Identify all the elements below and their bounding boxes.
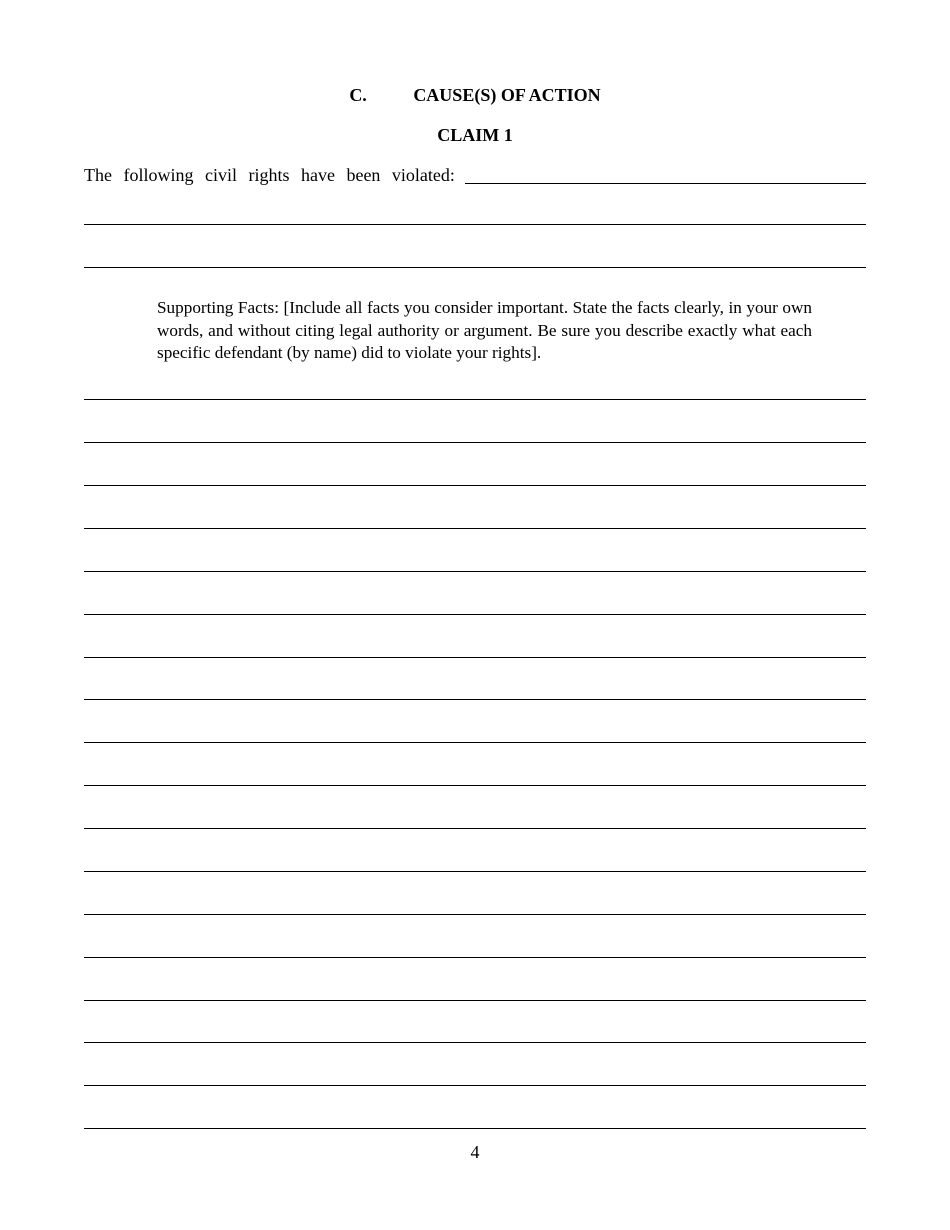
page-number: 4	[470, 1142, 480, 1162]
violated-rights-row	[84, 163, 866, 187]
section-letter: C.	[349, 85, 367, 105]
facts-blank-line[interactable]	[84, 828, 866, 829]
facts-blank-line[interactable]	[84, 742, 866, 743]
facts-blank-line[interactable]	[84, 399, 866, 400]
violated-rights-blank[interactable]	[465, 163, 866, 184]
facts-blank-line[interactable]	[84, 528, 866, 529]
facts-blank-line[interactable]	[84, 871, 866, 872]
facts-blank-line[interactable]	[84, 914, 866, 915]
facts-blank-line[interactable]	[84, 1085, 866, 1086]
section-heading	[0, 83, 950, 107]
supporting-facts-instructions: Supporting Facts: [Include all facts you consider important. State the facts clearly, in your own words, and without citing legal authority or argument. Be sure you describe exactly what each specific defendant (by name) did to violate your rights].	[157, 298, 812, 362]
facts-blank-line[interactable]	[84, 614, 866, 615]
facts-blank-line[interactable]	[84, 785, 866, 786]
facts-blank-line[interactable]	[84, 699, 866, 700]
claim-title: CLAIM 1	[437, 125, 513, 145]
facts-blank-line[interactable]	[84, 442, 866, 443]
facts-blank-line[interactable]	[84, 1042, 866, 1043]
facts-blank-line[interactable]	[84, 957, 866, 958]
facts-blank-line[interactable]	[84, 485, 866, 486]
facts-blank-line[interactable]	[84, 571, 866, 572]
facts-blank-line[interactable]	[84, 1128, 866, 1129]
rights-blank-line[interactable]	[84, 267, 866, 268]
section-title: CAUSE(S) OF ACTION	[413, 85, 601, 105]
violated-rights-label: The following civil rights have been violated:	[84, 165, 455, 185]
facts-blank-line[interactable]	[84, 1000, 866, 1001]
rights-blank-line[interactable]	[84, 224, 866, 225]
facts-blank-line[interactable]	[84, 657, 866, 658]
